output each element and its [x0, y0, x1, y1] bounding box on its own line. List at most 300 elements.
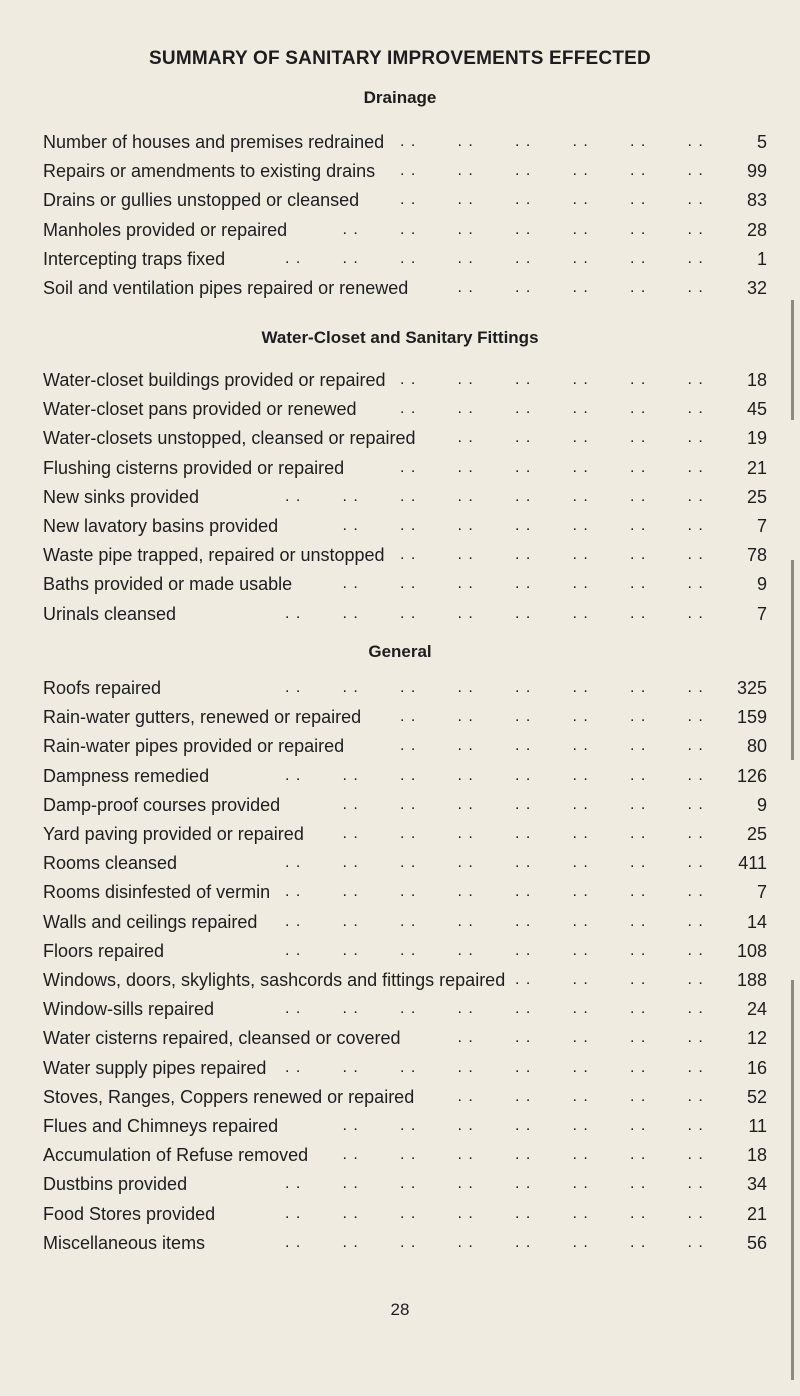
leader-dot: . .: [572, 458, 589, 476]
table-row: [43, 216, 767, 244]
leader-dot: . .: [457, 1204, 474, 1222]
item-count: 14: [746, 911, 767, 932]
leader-dot: . .: [515, 766, 532, 784]
leader-dot: . .: [687, 1175, 704, 1193]
item-count: 7: [756, 516, 767, 536]
table-row: [43, 570, 767, 598]
leader-dot: . .: [572, 1087, 589, 1105]
leader-dot: . .: [342, 487, 359, 505]
table-row: [43, 995, 767, 1023]
leader-dot: . .: [457, 400, 474, 418]
item-label: Intercepting traps fixed: [43, 248, 226, 269]
leader-dot: . .: [342, 1058, 359, 1076]
leader-dot: . .: [515, 191, 532, 209]
leader-dot: . .: [515, 941, 532, 959]
leader-dot: . .: [515, 1000, 532, 1018]
item-label: Repairs or amendments to existing drains: [43, 161, 376, 182]
leader-dot: . .: [342, 912, 359, 930]
leader-dot: . .: [687, 854, 704, 872]
leader-dot: . .: [572, 1233, 589, 1251]
item-count: 9: [756, 574, 767, 595]
item-count: 52: [746, 1086, 767, 1107]
leader-dot: . .: [572, 162, 589, 180]
leader-dot: . .: [630, 517, 647, 534]
leader-dot: . .: [572, 825, 589, 842]
leader-dot: . .: [572, 429, 589, 447]
item-count: 9: [756, 794, 767, 815]
leader-dot: . .: [687, 1000, 704, 1018]
leader-dot: . .: [400, 371, 417, 388]
leader-dot: . .: [687, 575, 704, 593]
leader-dot: . .: [515, 1233, 532, 1251]
item-label: Accumulation of Refuse removed: [43, 1145, 309, 1166]
leader-dot: . .: [630, 604, 647, 622]
leader-dot: . .: [457, 1087, 474, 1105]
table-row: [43, 245, 767, 273]
leader-dot: . .: [687, 429, 704, 447]
leader-dot: . .: [515, 912, 532, 930]
leader-dot: . .: [515, 679, 532, 696]
leader-dot: . .: [400, 1233, 417, 1251]
leader-dot: . .: [400, 1175, 417, 1193]
leader-dot: . .: [515, 458, 532, 476]
leader-dot: . .: [515, 162, 532, 180]
leader-dot: . .: [400, 766, 417, 784]
item-label: Number of houses and premises redrained: [43, 132, 385, 152]
leader-dot: . .: [515, 1058, 532, 1076]
leader-dot: . .: [400, 708, 417, 726]
leader-dot: . .: [515, 1204, 532, 1222]
leader-dot: . .: [457, 487, 474, 505]
leader-dot: . .: [515, 737, 532, 755]
leader-dot: . .: [342, 883, 359, 901]
leader-dot: . .: [687, 546, 704, 564]
leader-dot: . .: [457, 279, 474, 296]
item-label: Manholes provided or repaired: [43, 219, 288, 240]
leader-dot: . .: [457, 220, 474, 238]
item-label: Roofs repaired: [43, 678, 162, 698]
leader-dot: . .: [285, 766, 302, 784]
item-label: Water-closets unstopped, cleansed or repaired: [43, 428, 416, 449]
item-label: Baths provided or made usable: [43, 574, 293, 595]
leader-dot: . .: [285, 1175, 302, 1193]
leader-dot: . .: [630, 1146, 647, 1164]
leader-dot: . .: [630, 487, 647, 505]
table-row: [43, 1112, 767, 1140]
leader-dot: . .: [342, 517, 359, 534]
leader-dot: . .: [515, 971, 532, 988]
leader-dot: . .: [687, 708, 704, 726]
leader-dot: . .: [400, 249, 417, 267]
leader-dot: . .: [572, 883, 589, 901]
leader-dot: . .: [400, 546, 417, 564]
leader-dot: . .: [630, 133, 647, 150]
item-count: 108: [736, 940, 767, 961]
leader-dot: . .: [342, 220, 359, 238]
leader-dot: . .: [572, 1146, 589, 1164]
item-label: Floors repaired: [43, 940, 165, 961]
leader-dot: . .: [630, 941, 647, 959]
leader-dot: . .: [457, 575, 474, 593]
leader-dot: . .: [687, 1146, 704, 1164]
leader-dot: . .: [457, 1000, 474, 1018]
leader-dot: . .: [572, 1175, 589, 1193]
leader-dot: . .: [515, 604, 532, 622]
leader-dot: . .: [457, 1117, 474, 1134]
leader-dot: . .: [515, 429, 532, 447]
leader-dot: . .: [630, 679, 647, 696]
table-row: [43, 395, 767, 423]
leader-dot: . .: [457, 679, 474, 696]
leader-dot: . .: [630, 429, 647, 447]
leader-dot: . .: [630, 795, 647, 813]
leader-dot: . .: [630, 854, 647, 872]
leader-dot: . .: [515, 371, 532, 388]
table-row: [43, 937, 767, 965]
leader-dot: . .: [400, 1000, 417, 1018]
table-row: [43, 424, 767, 452]
leader-dot: . .: [630, 912, 647, 930]
leader-dot: . .: [457, 941, 474, 959]
leader-dot: . .: [285, 1233, 302, 1251]
item-label: Yard paving provided or repaired: [43, 824, 304, 844]
leader-dot: . .: [630, 971, 647, 988]
leader-dot: . .: [515, 279, 532, 296]
item-label: Window-sills repaired: [43, 999, 215, 1020]
item-count: 5: [756, 132, 767, 152]
item-count: 19: [746, 428, 767, 449]
item-label: Urinals cleansed: [43, 603, 177, 624]
leader-dot: . .: [630, 1204, 647, 1222]
leader-dot: . .: [687, 133, 704, 150]
table-row: [43, 878, 767, 906]
table-row: [43, 820, 767, 848]
leader-dot: . .: [630, 220, 647, 238]
item-count: 83: [746, 190, 767, 211]
leader-dot: . .: [342, 854, 359, 872]
leader-dot: . .: [572, 133, 589, 150]
leader-dot: . .: [630, 249, 647, 267]
table-row: [43, 186, 767, 214]
leader-dot: . .: [285, 1000, 302, 1018]
item-label: Water-closet buildings provided or repaired: [43, 370, 386, 390]
item-count: 12: [746, 1028, 767, 1049]
leader-dot: . .: [285, 249, 302, 267]
table-row: [43, 674, 767, 702]
item-count: 16: [746, 1057, 767, 1078]
item-count: 18: [746, 370, 767, 390]
leader-dot: . .: [400, 604, 417, 622]
leader-dot: . .: [457, 249, 474, 267]
leader-dot: . .: [687, 825, 704, 842]
leader-dot: . .: [687, 883, 704, 901]
leader-dot: . .: [687, 1058, 704, 1076]
item-label: Flues and Chimneys repaired: [43, 1116, 279, 1136]
leader-dot: . .: [400, 220, 417, 238]
table-row: [43, 703, 767, 731]
leader-dot: . .: [400, 133, 417, 150]
leader-dot: . .: [572, 371, 589, 388]
leader-dot: . .: [400, 1204, 417, 1222]
leader-dot: . .: [285, 912, 302, 930]
section-heading: General: [368, 642, 432, 661]
leader-dot: . .: [572, 1117, 589, 1134]
leader-dot: . .: [457, 162, 474, 180]
item-count: 25: [746, 824, 767, 844]
item-count: 126: [736, 765, 767, 786]
leader-dot: . .: [687, 371, 704, 388]
leader-dot: . .: [630, 1000, 647, 1018]
table-row: [43, 1229, 767, 1257]
table-row: [43, 1024, 767, 1052]
leader-dot: . .: [457, 1058, 474, 1076]
leader-dot: . .: [457, 912, 474, 930]
item-label: Rooms disinfested of vermin: [43, 882, 271, 903]
leader-dot: . .: [687, 1204, 704, 1222]
leader-dot: . .: [342, 1204, 359, 1222]
leader-dot: . .: [515, 249, 532, 267]
leader-dot: . .: [515, 1029, 532, 1047]
leader-dot: . .: [687, 517, 704, 534]
leader-dot: . .: [572, 517, 589, 534]
leader-dot: . .: [572, 1029, 589, 1047]
leader-dot: . .: [687, 1029, 704, 1047]
leader-dot: . .: [630, 1233, 647, 1251]
leader-dot: . .: [400, 1058, 417, 1076]
leader-dot: . .: [687, 971, 704, 988]
item-label: Stoves, Ranges, Coppers renewed or repaired: [43, 1086, 415, 1107]
table-row: [43, 600, 767, 628]
leader-dot: . .: [630, 737, 647, 755]
leader-dot: . .: [515, 546, 532, 564]
item-label: Flushing cisterns provided or repaired: [43, 457, 345, 478]
leader-dot: . .: [342, 1146, 359, 1164]
leader-dot: . .: [515, 1087, 532, 1105]
section-heading: Drainage: [363, 88, 437, 107]
item-label: New lavatory basins provided: [43, 516, 279, 536]
item-count: 25: [746, 486, 767, 507]
leader-dot: . .: [457, 1175, 474, 1193]
leader-dot: . .: [457, 546, 474, 564]
leader-dot: . .: [630, 708, 647, 726]
leader-dot: . .: [342, 249, 359, 267]
item-label: Dampness remedied: [43, 765, 210, 786]
leader-dot: . .: [630, 400, 647, 418]
leader-dot: . .: [342, 1000, 359, 1018]
leader-dot: . .: [572, 912, 589, 930]
table-row: [43, 1141, 767, 1169]
leader-dot: . .: [400, 162, 417, 180]
leader-dot: . .: [630, 546, 647, 564]
item-count: 1: [756, 248, 767, 269]
leader-dot: . .: [572, 971, 589, 988]
leader-dot: . .: [342, 604, 359, 622]
leader-dot: . .: [515, 133, 532, 150]
leader-dot: . .: [572, 795, 589, 813]
leader-dot: . .: [400, 487, 417, 505]
leader-dot: . .: [457, 737, 474, 755]
leader-dot: . .: [687, 679, 704, 696]
table-row: [43, 157, 767, 185]
item-label: Soil and ventilation pipes repaired or renewed: [43, 278, 409, 298]
table-row: [43, 1054, 767, 1082]
leader-dot: . .: [687, 1087, 704, 1105]
leader-dot: . .: [687, 941, 704, 959]
leader-dot: . .: [457, 1146, 474, 1164]
leader-dot: . .: [285, 1204, 302, 1222]
leader-dot: . .: [515, 1175, 532, 1193]
leader-dot: . .: [572, 400, 589, 418]
leader-dot: . .: [515, 1117, 532, 1134]
leader-dot: . .: [572, 191, 589, 209]
item-count: 45: [746, 399, 767, 420]
item-count: 11: [748, 1116, 767, 1136]
leader-dot: . .: [687, 279, 704, 296]
leader-dot: . .: [457, 133, 474, 150]
leader-dot: . .: [572, 487, 589, 505]
leader-dot: . .: [457, 1233, 474, 1251]
leader-dot: . .: [400, 912, 417, 930]
leader-dot: . .: [630, 371, 647, 388]
item-label: Dustbins provided: [43, 1174, 188, 1195]
table-row: [43, 762, 767, 790]
item-count: 32: [746, 278, 767, 298]
table-row: [43, 541, 767, 569]
table-row: [43, 274, 767, 302]
item-label: Water cisterns repaired, cleansed or covered: [43, 1028, 401, 1049]
leader-dot: . .: [400, 1146, 417, 1164]
leader-dot: . .: [687, 737, 704, 755]
page-number: 28: [390, 1300, 410, 1319]
item-count: 80: [746, 736, 767, 757]
leader-dot: . .: [342, 941, 359, 959]
item-label: Walls and ceilings repaired: [43, 911, 258, 932]
leader-dot: . .: [572, 941, 589, 959]
item-count: 99: [746, 161, 767, 182]
item-count: 7: [756, 603, 767, 624]
leader-dot: . .: [457, 825, 474, 842]
leader-dot: . .: [285, 941, 302, 959]
leader-dot: . .: [572, 604, 589, 622]
leader-dot: . .: [687, 162, 704, 180]
leader-dot: . .: [572, 220, 589, 238]
item-count: 18: [746, 1145, 767, 1166]
item-count: 188: [736, 970, 767, 990]
leader-dot: . .: [457, 604, 474, 622]
leader-dot: . .: [630, 279, 647, 296]
leader-dot: . .: [342, 1117, 359, 1134]
table-row: [43, 483, 767, 511]
table-row: [43, 1083, 767, 1111]
leader-dot: . .: [572, 546, 589, 564]
item-count: 24: [746, 999, 767, 1020]
leader-dot: . .: [342, 1233, 359, 1251]
leader-dot: . .: [572, 1000, 589, 1018]
leader-dot: . .: [630, 1087, 647, 1105]
leader-dot: . .: [515, 825, 532, 842]
item-label: Damp-proof courses provided: [43, 794, 281, 815]
item-label: Water supply pipes repaired: [43, 1057, 267, 1078]
item-label: New sinks provided: [43, 486, 200, 507]
leader-dot: . .: [572, 1204, 589, 1222]
leader-dot: . .: [572, 279, 589, 296]
leader-dot: . .: [342, 766, 359, 784]
leader-dot: . .: [400, 941, 417, 959]
leader-dot: . .: [572, 249, 589, 267]
leader-dot: . .: [400, 795, 417, 813]
leader-dot: . .: [515, 1146, 532, 1164]
leader-dot: . .: [687, 1117, 704, 1134]
table-row: [43, 454, 767, 482]
leader-dot: . .: [515, 517, 532, 534]
leader-dot: . .: [515, 575, 532, 593]
leader-dot: . .: [515, 883, 532, 901]
item-label: Miscellaneous items: [43, 1232, 206, 1253]
item-count: 411: [738, 853, 767, 874]
table-row: [43, 908, 767, 936]
item-count: 7: [756, 882, 767, 903]
item-count: 159: [736, 707, 767, 728]
item-count: 325: [736, 678, 767, 698]
leader-dot: . .: [572, 766, 589, 784]
leader-dot: . .: [285, 1058, 302, 1076]
leader-dot: . .: [285, 604, 302, 622]
leader-dot: . .: [630, 1029, 647, 1047]
leader-dot: . .: [687, 191, 704, 209]
leader-dot: . .: [630, 825, 647, 842]
leader-dot: . .: [457, 708, 474, 726]
leader-dot: . .: [687, 795, 704, 813]
leader-dot: . .: [515, 708, 532, 726]
item-count: 28: [746, 219, 767, 240]
leader-dot: . .: [457, 1029, 474, 1047]
item-count: 78: [746, 545, 767, 566]
table-row: [43, 1200, 767, 1228]
section-heading: Water-Closet and Sanitary Fittings: [261, 328, 539, 347]
page-title: SUMMARY OF SANITARY IMPROVEMENTS EFFECTED: [149, 48, 651, 69]
leader-dot: . .: [687, 766, 704, 784]
leader-dot: . .: [400, 1117, 417, 1134]
scan-edge-shadow: [791, 560, 794, 760]
leader-dot: . .: [400, 191, 417, 209]
leader-dot: . .: [285, 487, 302, 505]
table-row: [43, 1170, 767, 1198]
leader-dot: . .: [285, 854, 302, 872]
leader-dot: . .: [457, 191, 474, 209]
leader-dot: . .: [515, 795, 532, 813]
leader-dot: . .: [515, 854, 532, 872]
leader-dot: . .: [630, 1058, 647, 1076]
leader-dot: . .: [687, 249, 704, 267]
leader-dot: . .: [687, 458, 704, 476]
leader-dot: . .: [457, 429, 474, 447]
leader-dot: . .: [572, 679, 589, 696]
leader-dot: . .: [457, 371, 474, 388]
table-row: [43, 366, 767, 394]
leader-dot: . .: [572, 1058, 589, 1076]
table-row: [43, 732, 767, 760]
leader-dot: . .: [457, 517, 474, 534]
item-label: Rain-water gutters, renewed or repaired: [43, 707, 362, 728]
table-row: [43, 966, 767, 994]
leader-dot: . .: [400, 883, 417, 901]
item-label: Water-closet pans provided or renewed: [43, 399, 357, 420]
item-count: 21: [746, 1203, 767, 1224]
scan-edge-shadow: [791, 980, 794, 1380]
leader-dot: . .: [400, 458, 417, 476]
item-count: 21: [746, 457, 767, 478]
leader-dot: . .: [630, 883, 647, 901]
